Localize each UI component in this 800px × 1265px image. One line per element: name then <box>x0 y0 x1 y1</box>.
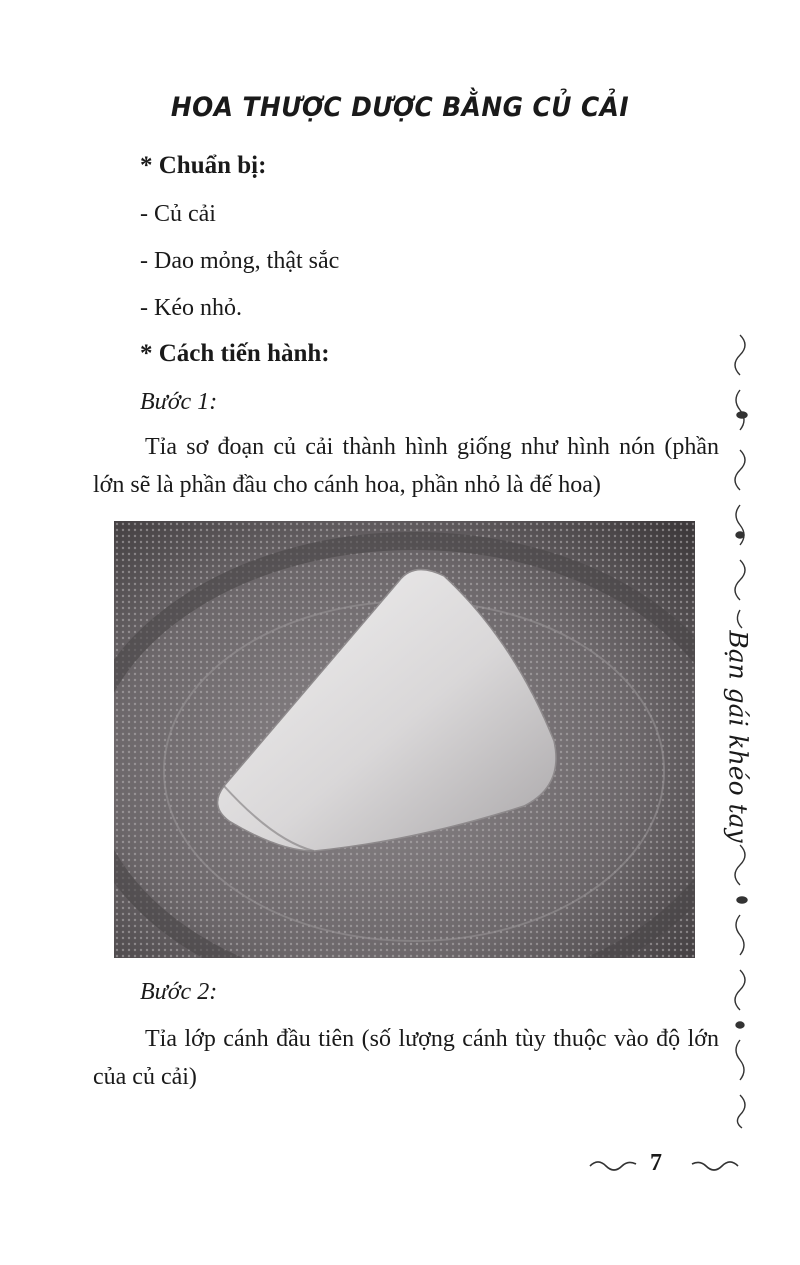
step-text: Tỉa sơ đoạn củ cải thành hình giống như hình nón (phần lớn sẽ là phần đầu cho cánh hoa, phần nhỏ là đế hoa) <box>93 434 719 498</box>
page-number: 7 <box>650 1150 662 1176</box>
page-title: HOA THƯỢC DƯỢC BẰNG CỦ CẢI <box>170 92 630 123</box>
step-label: Bước 2: <box>140 979 218 1005</box>
scroll-ornament-icon <box>722 840 762 1130</box>
side-title-text: Bạn gái khéo tay <box>723 629 753 843</box>
method-heading: * Cách tiến hành: <box>140 340 330 367</box>
radish-cone-photo <box>114 521 695 958</box>
prepare-item: - Dao mỏng, thật sắc <box>140 248 340 274</box>
step-label: Bước 1: <box>140 389 218 415</box>
prepare-heading: * Chuẩn bị: <box>140 152 267 179</box>
prepare-item: - Củ cải <box>140 201 216 227</box>
flourish-icon <box>690 1156 740 1176</box>
prepare-item: - Kéo nhỏ. <box>140 295 242 321</box>
step-text: Tỉa lớp cánh đầu tiên (số lượng cánh tùy thuộc vào độ lớn của củ cải) <box>93 1026 719 1090</box>
side-title <box>718 629 758 843</box>
scroll-ornament-icon <box>722 330 762 630</box>
flourish-icon <box>588 1156 638 1176</box>
